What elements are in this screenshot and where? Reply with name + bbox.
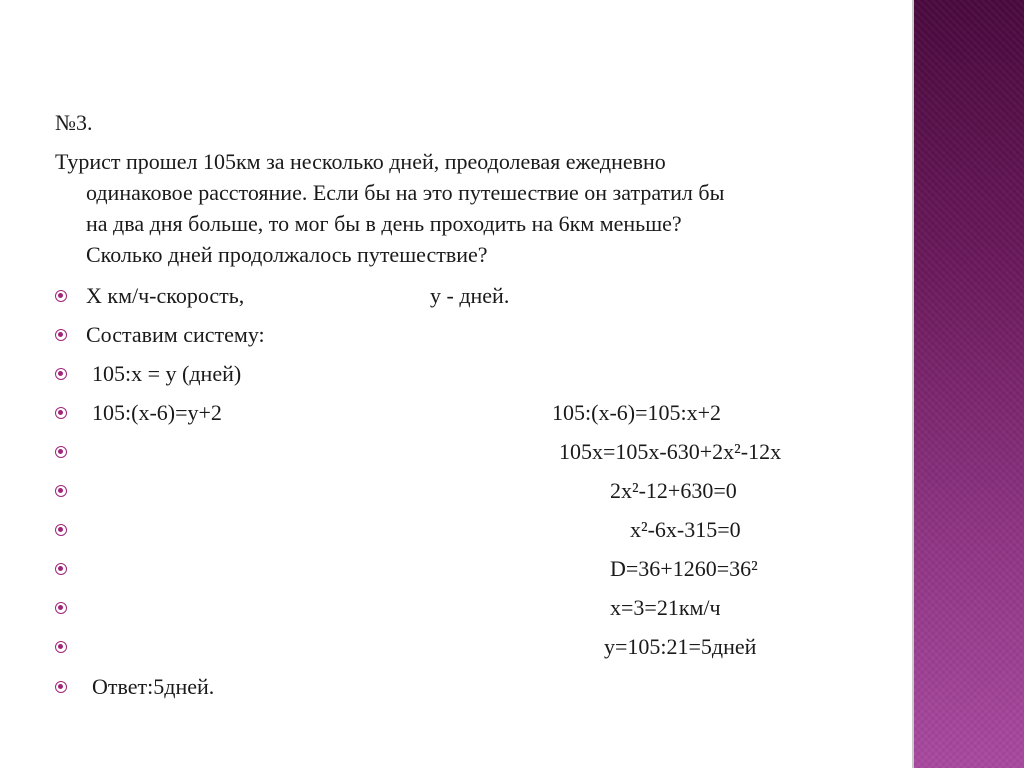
- bullet-8-right: D=36+1260=36²: [610, 556, 758, 581]
- bullet-5-right: 105х=105х-630+2х²-12х: [559, 439, 782, 464]
- circle-bullet-icon: [55, 563, 67, 575]
- circle-bullet-icon: [55, 524, 67, 536]
- bullet-10-right: у=105:21=5дней: [604, 634, 757, 659]
- bullet-7-right: х²-6х-315=0: [630, 517, 741, 542]
- bullet-1-right: у - дней.: [430, 283, 510, 308]
- circle-bullet-icon: [55, 602, 67, 614]
- circle-bullet-icon: [55, 329, 67, 341]
- bullet-3-left: 105:х = у (дней): [92, 361, 242, 386]
- circle-bullet-icon: [55, 290, 67, 302]
- circle-bullet-icon: [55, 681, 67, 693]
- problem-text-line-3: на два дня больше, то мог бы в день проходить на 6км меньше?: [86, 211, 682, 236]
- bullet-9-right: х=3=21км/ч: [610, 595, 721, 620]
- problem-text-line-4: Сколько дней продолжалось путешествие?: [86, 242, 488, 267]
- problem-text-line-1: Турист прошел 105км за несколько дней, преодолевая ежедневно: [55, 149, 666, 174]
- bullet-4-left: 105:(х-6)=у+2: [92, 400, 222, 425]
- circle-bullet-icon: [55, 407, 67, 419]
- circle-bullet-icon: [55, 485, 67, 497]
- circle-bullet-icon: [55, 368, 67, 380]
- problem-text-line-2: одинаковое расстояние. Если бы на это путешествие он затратил бы: [86, 180, 725, 205]
- bullet-4-right: 105:(х-6)=105:х+2: [552, 400, 722, 425]
- answer-text: Ответ:5дней.: [92, 674, 215, 699]
- bullet-1-left: Х км/ч-скорость,: [86, 283, 245, 308]
- problem-number: №3.: [55, 110, 93, 135]
- circle-bullet-icon: [55, 641, 67, 653]
- bullet-2-left: Составим систему:: [86, 322, 265, 347]
- bullet-6-right: 2х²-12+630=0: [610, 478, 737, 503]
- circle-bullet-icon: [55, 446, 67, 458]
- decorative-side-band: [912, 0, 1024, 768]
